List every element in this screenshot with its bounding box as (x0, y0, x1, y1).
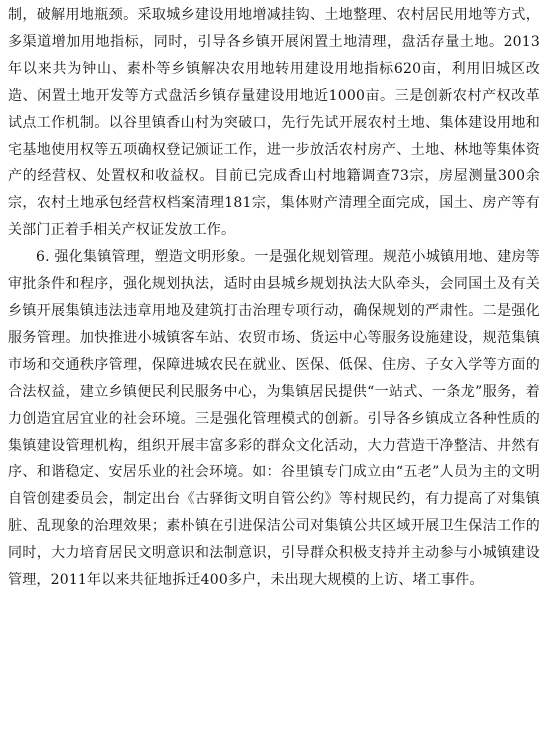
paragraph-town-management: 6. 强化集镇管理，塑造文明形象。一是强化规划管理。规范小城镇用地、建房等审批条件和程序，强化规划执法，适时由县城乡规划执法大队牵头，会同国土及有关乡镇开展集镇违法违章用地及建筑打击治理专项行动，确保规划的严肃性。二是强化服务管理。加快推进小城镇客车站、农贸市场、货运中心等服务设施建设，规范集镇市场和交通秩序管理，保障进城农民在就业、医保、低保、住房、子女入学等方面的合法权益，建立乡镇便民利民服务中心，为集镇居民提供“一站式、一条龙”服务，着力创造宜居宜业的社会环境。三是强化管理模式的创新。引导各乡镇成立各种性质的集镇建设管理机构，组织开展丰富多彩的群众文化活动，大力营造干净整洁、井然有序、和谐稳定、安居乐业的社会环境。如：谷里镇专门成立由“五老”人员为主的文明自管创建委员会，制定出台《古驿街文明自管公约》等村规民约，有力提高了对集镇脏、乱现象的治理效果；素朴镇在引进保洁公司对集镇公共区域开展卫生保洁工作的同时，大力培育居民文明意识和法制意识，引导群众积极支持并主动参与小城镇建设管理，2011年以来共征地拆迁400多户，未出现大规模的上访、堵工事件。 (8, 249, 540, 589)
paragraph-land-use-reform: 制，破解用地瓶颈。采取城乡建设用地增减挂钩、土地整理、农村居民用地等方式，多渠道增加用地指标，同时，引导各乡镇开展闲置土地清理，盘活存量土地。2013年以来共为钟山、素朴等乡镇解决农用地转用建设用地指标620亩，利用旧城区改造、闲置土地开发等方式盘活乡镇存量建设用地近1000亩。三是创新农村产权改革试点工作机制。以谷里镇香山村为突破口，先行先试开展农村土地、集体建设用地和宅基地使用权等五项确权登记颁证工作，进一步放活农村房产、土地、林地等集体资产的经营权、处置权和收益权。目前已完成香山村地籍调查73宗，房屋测量300余宗，农村土地承包经营权档案清理181宗，集体财产清理全面完成，国土、房产等有关部门正着手相关产权证发放工作。 (8, 7, 540, 239)
